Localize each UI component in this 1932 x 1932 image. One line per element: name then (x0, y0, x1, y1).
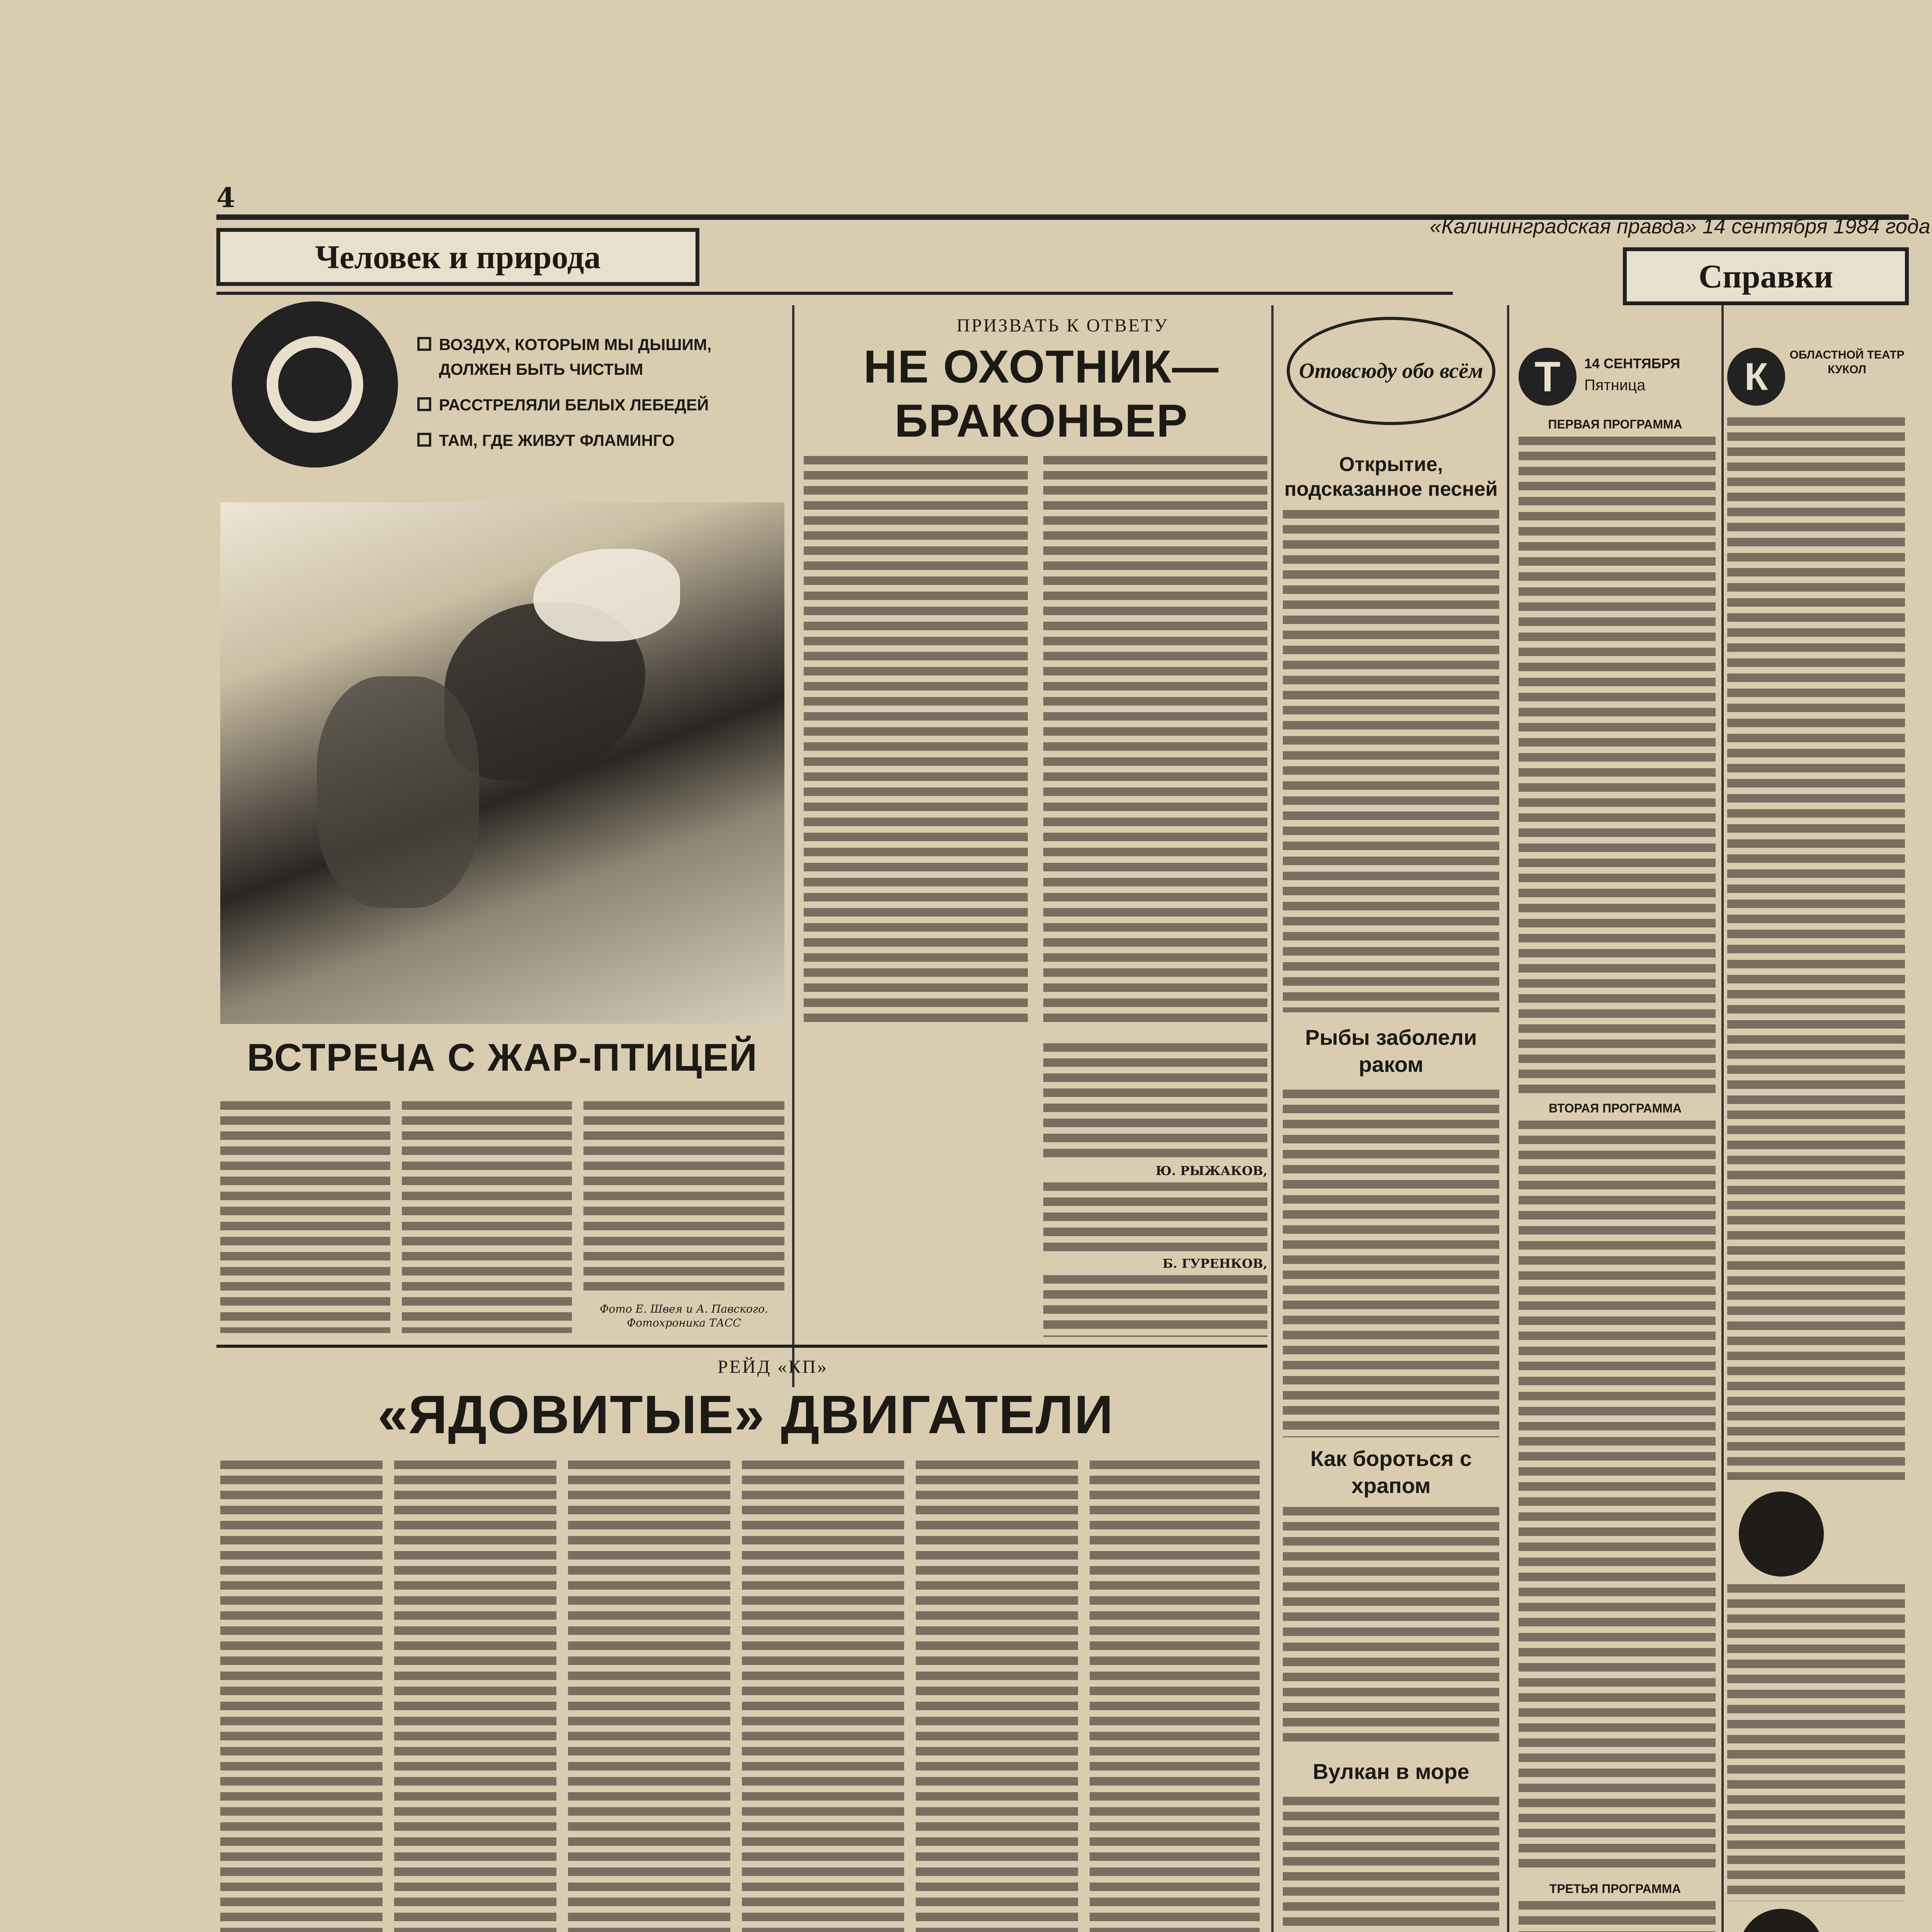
engines-kicker: РЕЙД «КП» (717, 1357, 828, 1377)
tv-program-3-list (1519, 1901, 1716, 1932)
engines-col4 (742, 1461, 904, 1932)
cinema-list (1727, 417, 1905, 1480)
section-rule (216, 1345, 1267, 1348)
tv-logo-icon: Т (1519, 348, 1577, 406)
firebird-text-col3 (583, 1101, 784, 1294)
poacher-text-col1 (804, 456, 1028, 1028)
theatre-logo-icon: К (1727, 348, 1785, 406)
page-number: 4 (216, 182, 235, 214)
poacher-signature-2: Б. ГУРЕНКОВ, (1162, 1256, 1267, 1271)
firebird-text-col1 (220, 1101, 390, 1333)
bullet-item: ВОЗДУХ, КОТОРЫМ МЫ ДЫШИМ, ДОЛЖЕН БЫТЬ ЧИСТЫМ (417, 332, 765, 382)
shipping-text (1727, 1584, 1905, 1901)
top-rule (216, 292, 1453, 295)
engines-col2 (394, 1461, 556, 1932)
item1-title: Открытие, подсказанное песней (1284, 453, 1498, 500)
poacher-kicker: ПРИЗВАТЬ К ОТВЕТУ (956, 315, 1169, 336)
engines-col1 (220, 1461, 383, 1932)
engines-col6 (1090, 1461, 1260, 1932)
tv-program-1-list (1519, 437, 1716, 1094)
tv-program-3: ТРЕТЬЯ ПРОГРАММА (1549, 1882, 1681, 1896)
column-rule (792, 305, 794, 1387)
item3-text (1283, 1507, 1499, 1747)
engines-col5 (916, 1461, 1078, 1932)
section-references: Справки (1623, 247, 1909, 305)
bullet-item: ТАМ, ГДЕ ЖИВУТ ФЛАМИНГО (417, 428, 765, 453)
item4-text (1283, 1797, 1499, 1932)
masthead: «Калининградская правда» 14 сентября 1984 года (1430, 215, 1930, 238)
from-everywhere-logo: Отовсюду обо всём (1287, 317, 1495, 425)
item4-title: Вулкан в море (1313, 1759, 1469, 1784)
item3-title: Как бороться с храпом (1310, 1446, 1472, 1498)
column-rule (1271, 305, 1274, 1932)
tv-program-2: ВТОРАЯ ПРОГРАММА (1548, 1101, 1682, 1115)
tv-date: 14 СЕНТЯБРЯ (1584, 355, 1680, 371)
item2-title: Рыбы заболели раком (1305, 1025, 1477, 1077)
item1-text (1283, 510, 1499, 1012)
tv-weekday: Пятница (1584, 377, 1646, 394)
poacher-signature-1: Ю. РЫЖАКОВ, (1155, 1163, 1267, 1178)
shipping-logo-icon (1739, 1492, 1824, 1577)
photo-credit: Фото Е. Швея и А. Павского. Фотохроника ТАСС (600, 1303, 768, 1329)
tv-program-1: ПЕРВАЯ ПРОГРАММА (1548, 417, 1682, 431)
theatre-title: ОБЛАСТНОЙ ТЕАТР КУКОЛ (1789, 349, 1905, 376)
flower-icon (267, 336, 363, 433)
poacher-title-1: НЕ ОХОТНИК— (863, 341, 1219, 393)
firebird-text-col2 (402, 1101, 572, 1333)
engines-title: «ЯДОВИТЫЕ» ДВИГАТЕЛИ (378, 1384, 1114, 1445)
photo-figure (317, 676, 479, 908)
column-rule (1507, 305, 1509, 1932)
nature-bullets (417, 332, 765, 464)
tv-program-2-list (1519, 1121, 1716, 1874)
engines-col3 (568, 1461, 730, 1932)
poacher-text-col2 (1043, 456, 1267, 1028)
poacher-title-2: БРАКОНЬЕР (895, 395, 1188, 447)
hydromet-logo-icon (1739, 1909, 1824, 1932)
item2-text (1283, 1090, 1499, 1437)
bullet-item: РАССТРЕЛЯЛИ БЕЛЫХ ЛЕБЕДЕЙ (417, 393, 765, 417)
firebird-title: ВСТРЕЧА С ЖАР-ПТИЦЕЙ (247, 1036, 758, 1079)
column-rule (1721, 305, 1724, 1932)
section-nature: Человек и природа (216, 228, 699, 286)
poacher-text-col3 (1043, 1043, 1267, 1159)
